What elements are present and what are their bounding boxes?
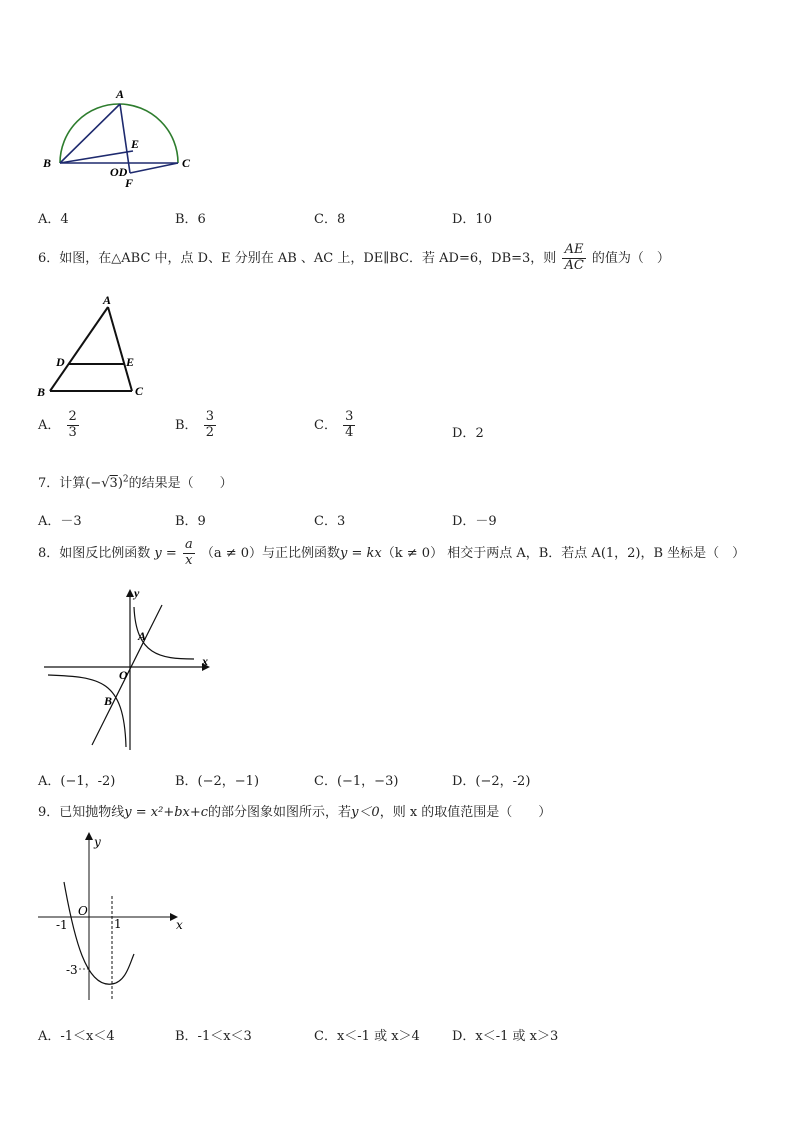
question-7 bbox=[38, 472, 233, 491]
hyperbola-diagram bbox=[40, 585, 220, 755]
label-b: B bbox=[43, 156, 52, 170]
q5-option-a[interactable]: A．4 bbox=[38, 212, 69, 227]
q6-option-a[interactable] bbox=[38, 410, 81, 441]
q6-prefix: 6．如图，在△ABC 中，点 D、E 分别在 AB 、AC 上，DE∥BC．若 AD=6，DB=3，则 bbox=[38, 250, 557, 266]
q6-option-d[interactable] bbox=[452, 422, 484, 441]
q8-cond1: （a ≠ 0） bbox=[200, 545, 263, 561]
q6-option-b-num: 3 bbox=[205, 409, 214, 424]
figure-hyperbola bbox=[40, 585, 220, 755]
q6-option-c[interactable] bbox=[314, 410, 357, 441]
q9-option-b[interactable]: B．-1＜x＜3 bbox=[175, 1029, 252, 1044]
label-a: A bbox=[116, 87, 125, 101]
q8-linear: y = kx bbox=[340, 545, 382, 561]
q7-prefix: 7．计算 bbox=[38, 476, 86, 491]
label-c: C bbox=[135, 384, 144, 398]
figure-parabola bbox=[36, 828, 196, 1008]
q6-option-a-label: A． bbox=[38, 417, 61, 433]
q6-option-a-num: 2 bbox=[68, 409, 77, 424]
q6-option-b-label: B． bbox=[175, 417, 198, 433]
y-arrow-icon bbox=[126, 589, 134, 597]
q5-option-d[interactable]: D．10 bbox=[452, 212, 492, 227]
q7-suffix: 的结果是（ ） bbox=[128, 476, 233, 491]
y-arrow-icon bbox=[85, 832, 93, 840]
label-d: D bbox=[56, 355, 65, 369]
question-8 bbox=[38, 538, 745, 569]
q8-fraction bbox=[183, 538, 195, 569]
q6-suffix: 的值为（ ） bbox=[591, 250, 670, 266]
label-o: O bbox=[119, 668, 128, 682]
label-x: x bbox=[176, 918, 183, 932]
q6-option-b-frac bbox=[204, 410, 216, 441]
label-a: A bbox=[103, 293, 112, 307]
q8-frac-den: x bbox=[185, 552, 193, 568]
figure-semicircle bbox=[38, 85, 208, 195]
parabola-diagram bbox=[36, 828, 196, 1008]
q8-mid: 与正比例函数 bbox=[262, 545, 341, 561]
q6-fraction bbox=[562, 243, 585, 274]
q6-option-c-frac bbox=[343, 410, 355, 441]
q9-suffix: ，则 x 的取值范围是（ ） bbox=[379, 805, 552, 820]
label-neg3: -3 bbox=[66, 963, 78, 977]
label-f: F bbox=[125, 176, 134, 190]
label-one: 1 bbox=[114, 917, 122, 931]
q8-option-a[interactable]: A．(−1，-2) bbox=[38, 774, 116, 789]
q8-y-eq: y = bbox=[154, 545, 177, 561]
q7-option-d[interactable]: D．－9 bbox=[452, 514, 497, 529]
question-9 bbox=[38, 801, 551, 820]
q7-radicand: 3 bbox=[109, 476, 118, 491]
q6-option-a-den: 3 bbox=[68, 424, 77, 440]
segment-fc bbox=[130, 163, 178, 173]
q6-frac-den: AC bbox=[564, 257, 584, 273]
q6-option-d-label: D． bbox=[452, 426, 476, 441]
q8-prefix: 8．如图反比例函数 bbox=[38, 545, 151, 561]
label-e: E bbox=[131, 137, 140, 151]
q9-cond: y＜0 bbox=[351, 805, 380, 820]
q9-prefix: 9．已知抛物线 bbox=[38, 805, 125, 820]
q8-option-b[interactable]: B．(−2，−1) bbox=[175, 774, 260, 789]
label-y: y bbox=[94, 835, 101, 849]
side-ac bbox=[108, 307, 135, 391]
label-e: E bbox=[126, 355, 135, 369]
q5-option-b[interactable]: B．6 bbox=[175, 212, 206, 227]
label-c: C bbox=[182, 156, 191, 170]
q9-option-a[interactable]: A．-1＜x＜4 bbox=[38, 1029, 115, 1044]
q6-option-c-den: 4 bbox=[345, 424, 354, 440]
label-neg1: -1 bbox=[56, 918, 68, 932]
q9-func: y = x²+bx+c bbox=[124, 805, 209, 820]
q8-frac-num: a bbox=[184, 537, 193, 552]
q8-option-c[interactable]: C．(−1，−3) bbox=[314, 774, 399, 789]
q7-option-c[interactable]: C．3 bbox=[314, 514, 346, 529]
label-y: y bbox=[134, 586, 140, 600]
question-6 bbox=[38, 243, 670, 274]
q6-option-c-num: 3 bbox=[345, 409, 354, 424]
q7-option-b[interactable]: B．9 bbox=[175, 514, 206, 529]
q8-suffix: 相交于两点 A，B．若点 A(1，2)，B 坐标是（ ） bbox=[447, 545, 746, 561]
q6-option-a-frac bbox=[67, 410, 79, 441]
q6-option-d-text: 2 bbox=[475, 426, 484, 441]
semicircle-diagram bbox=[38, 85, 208, 195]
label-od: OD bbox=[110, 165, 128, 179]
q6-option-b-den: 2 bbox=[205, 424, 214, 440]
label-b: B bbox=[37, 385, 46, 399]
semicircle-arc bbox=[60, 104, 178, 163]
q7-expr-close: ) bbox=[117, 476, 123, 491]
q9-option-c[interactable]: C．x＜-1 或 x＞4 bbox=[314, 1029, 420, 1044]
q6-option-c-label: C． bbox=[314, 417, 337, 433]
label-b: B bbox=[104, 694, 113, 708]
figure-triangle bbox=[36, 292, 156, 402]
label-x: x bbox=[202, 654, 208, 668]
q7-exponent: 2 bbox=[122, 474, 129, 485]
q7-expr-open: (− bbox=[85, 476, 102, 491]
q5-option-c[interactable]: C．8 bbox=[314, 212, 346, 227]
label-o: O bbox=[78, 904, 88, 918]
q7-option-a[interactable]: A．－3 bbox=[38, 514, 82, 529]
sqrt-icon: √ bbox=[101, 476, 110, 491]
q6-option-b[interactable] bbox=[175, 410, 218, 441]
hyperbola-branch-lower bbox=[48, 675, 126, 747]
q9-mid: 的部分图象如图所示，若 bbox=[208, 805, 352, 820]
q8-option-d[interactable]: D．(−2，-2) bbox=[452, 774, 531, 789]
q8-cond2: （k ≠ 0） bbox=[381, 545, 444, 561]
side-ab bbox=[50, 307, 108, 391]
q9-option-d[interactable]: D．x＜-1 或 x＞3 bbox=[452, 1029, 559, 1044]
label-a: A bbox=[138, 629, 147, 643]
q6-frac-num: AE bbox=[562, 243, 585, 259]
triangle-diagram bbox=[36, 292, 156, 402]
